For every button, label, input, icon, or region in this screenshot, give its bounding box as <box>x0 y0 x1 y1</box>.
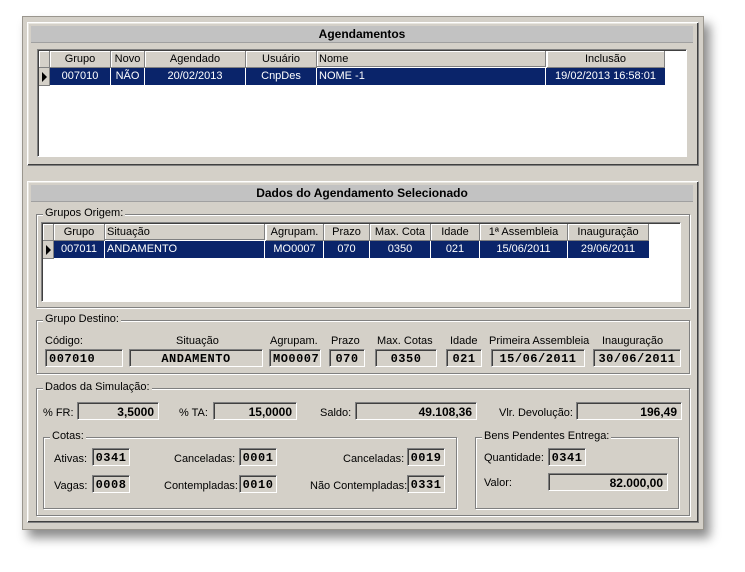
ta-label: % TA: <box>179 407 208 419</box>
cell-grupo: 007011 <box>54 241 105 258</box>
grupo-destino-group <box>36 313 690 374</box>
cell-novo: NÃO <box>111 68 145 85</box>
table-row[interactable] <box>50 68 665 85</box>
idade-field[interactable]: 021 <box>446 349 482 367</box>
cell-inauguracao: 29/06/2011 <box>580 243 636 255</box>
col-header-assembleia[interactable]: 1ª Assembleia <box>480 224 568 241</box>
valor-field[interactable]: 82.000,00 <box>548 473 668 491</box>
col-header-usuario[interactable]: Usuário <box>246 51 317 68</box>
grid-indicator-header <box>43 224 54 241</box>
col-header-nome[interactable]: Nome <box>317 51 546 67</box>
contempladas-field[interactable]: 0010 <box>239 475 277 493</box>
dados-title: Dados do Agendamento Selecionado <box>31 185 693 202</box>
cell-grupo: 007010 <box>50 68 111 85</box>
prazo-label: Prazo <box>331 335 360 347</box>
agendamentos-grid[interactable] <box>37 49 687 157</box>
valor-label: Valor: <box>484 477 512 489</box>
table-row[interactable] <box>54 241 649 258</box>
col-header-grupo[interactable]: Grupo <box>54 224 105 241</box>
cotas-group <box>43 430 457 509</box>
col-header-situacao[interactable]: Situação <box>105 224 265 240</box>
cell-max-cota: 0350 <box>370 241 431 258</box>
ta-field[interactable]: 15,0000 <box>213 402 297 420</box>
agendamentos-panel <box>27 22 699 166</box>
cell-idade: 021 <box>431 241 480 258</box>
col-header-agendado[interactable]: Agendado <box>145 51 246 68</box>
row-indicator <box>39 68 50 86</box>
fr-label: % FR: <box>43 407 74 419</box>
ativas-field[interactable]: 0341 <box>92 448 130 466</box>
codigo-field[interactable]: 007010 <box>45 349 123 367</box>
vagas-field[interactable]: 0008 <box>92 475 130 493</box>
cell-inclusao: 19/02/2013 16:58:01 <box>555 70 656 82</box>
cell-usuario: CnpDes <box>246 68 317 85</box>
col-header-max-cota[interactable]: Max. Cota <box>370 224 431 241</box>
quantidade-field[interactable]: 0341 <box>548 448 586 466</box>
canceladas-2-label: Canceladas: <box>343 453 405 465</box>
bens-legend: Bens Pendentes Entrega: <box>484 430 610 442</box>
dados-panel <box>27 181 699 523</box>
cell-agendado: 20/02/2013 <box>145 68 246 85</box>
row-pointer-icon <box>42 72 47 82</box>
grupos-origem-legend: Grupos Origem: <box>45 207 124 219</box>
col-header-idade[interactable]: Idade <box>431 224 480 241</box>
row-indicator <box>43 241 54 259</box>
assembleia-field[interactable]: 15/06/2011 <box>491 349 585 367</box>
situacao-field[interactable]: ANDAMENTO <box>129 349 263 367</box>
inauguracao-label: Inauguração <box>602 335 664 347</box>
nao-contempladas-label: Não Contempladas: <box>310 480 408 492</box>
codigo-label: Código: <box>45 335 83 347</box>
col-header-inclusao[interactable]: Inclusão <box>547 51 665 68</box>
idade-label: Idade <box>450 335 478 347</box>
inauguracao-field[interactable]: 30/06/2011 <box>593 349 681 367</box>
agendamentos-title: Agendamentos <box>31 26 693 43</box>
agrupam-field[interactable]: MO0007 <box>269 349 321 367</box>
grid-indicator-header <box>39 51 50 68</box>
cell-agrupam: MO0007 <box>266 241 324 258</box>
canceladas-field[interactable]: 0001 <box>239 448 277 466</box>
cell-prazo: 070 <box>324 241 370 258</box>
col-header-agrupam[interactable]: Agrupam. <box>266 224 324 241</box>
col-header-novo[interactable]: Novo <box>111 51 145 68</box>
fr-field[interactable]: 3,5000 <box>77 402 159 420</box>
assembleia-label: Primeira Assembleia <box>489 335 590 347</box>
devolucao-field[interactable]: 196,49 <box>576 402 682 420</box>
col-header-grupo[interactable]: Grupo <box>50 51 111 68</box>
grupos-origem-group <box>36 207 690 308</box>
devolucao-label: Vlr. Devolução: <box>499 407 573 419</box>
cotas-legend: Cotas: <box>52 430 84 442</box>
col-header-inauguracao[interactable]: Inauguração <box>568 224 649 241</box>
canceladas-2-field[interactable]: 0019 <box>407 448 445 466</box>
main-window <box>22 16 704 530</box>
max-cotas-field[interactable]: 0350 <box>375 349 437 367</box>
bens-group <box>475 430 679 509</box>
cell-nome: NOME -1 <box>317 68 546 85</box>
grupo-destino-legend: Grupo Destino: <box>45 313 119 325</box>
situacao-label: Situação <box>176 335 219 347</box>
simulacao-group <box>36 381 690 516</box>
nao-contempladas-field[interactable]: 0331 <box>407 475 445 493</box>
ativas-label: Ativas: <box>54 453 88 465</box>
quantidade-label: Quantidade: <box>484 452 544 464</box>
simulacao-legend: Dados da Simulação: <box>45 381 150 393</box>
cell-assembleia: 15/06/2011 <box>480 241 568 258</box>
contempladas-label: Contempladas: <box>164 480 238 492</box>
prazo-field[interactable]: 070 <box>329 349 365 367</box>
agrupam-label: Agrupam. <box>270 335 318 347</box>
col-header-prazo[interactable]: Prazo <box>324 224 370 241</box>
cell-situacao: ANDAMENTO <box>105 241 265 258</box>
saldo-label: Saldo: <box>320 407 352 419</box>
canceladas-label: Canceladas: <box>174 453 236 465</box>
row-pointer-icon <box>46 245 51 255</box>
vagas-label: Vagas: <box>54 480 88 492</box>
saldo-field[interactable]: 49.108,36 <box>355 402 477 420</box>
max-cotas-label: Max. Cotas <box>377 335 433 347</box>
grupos-origem-grid[interactable] <box>41 222 681 302</box>
